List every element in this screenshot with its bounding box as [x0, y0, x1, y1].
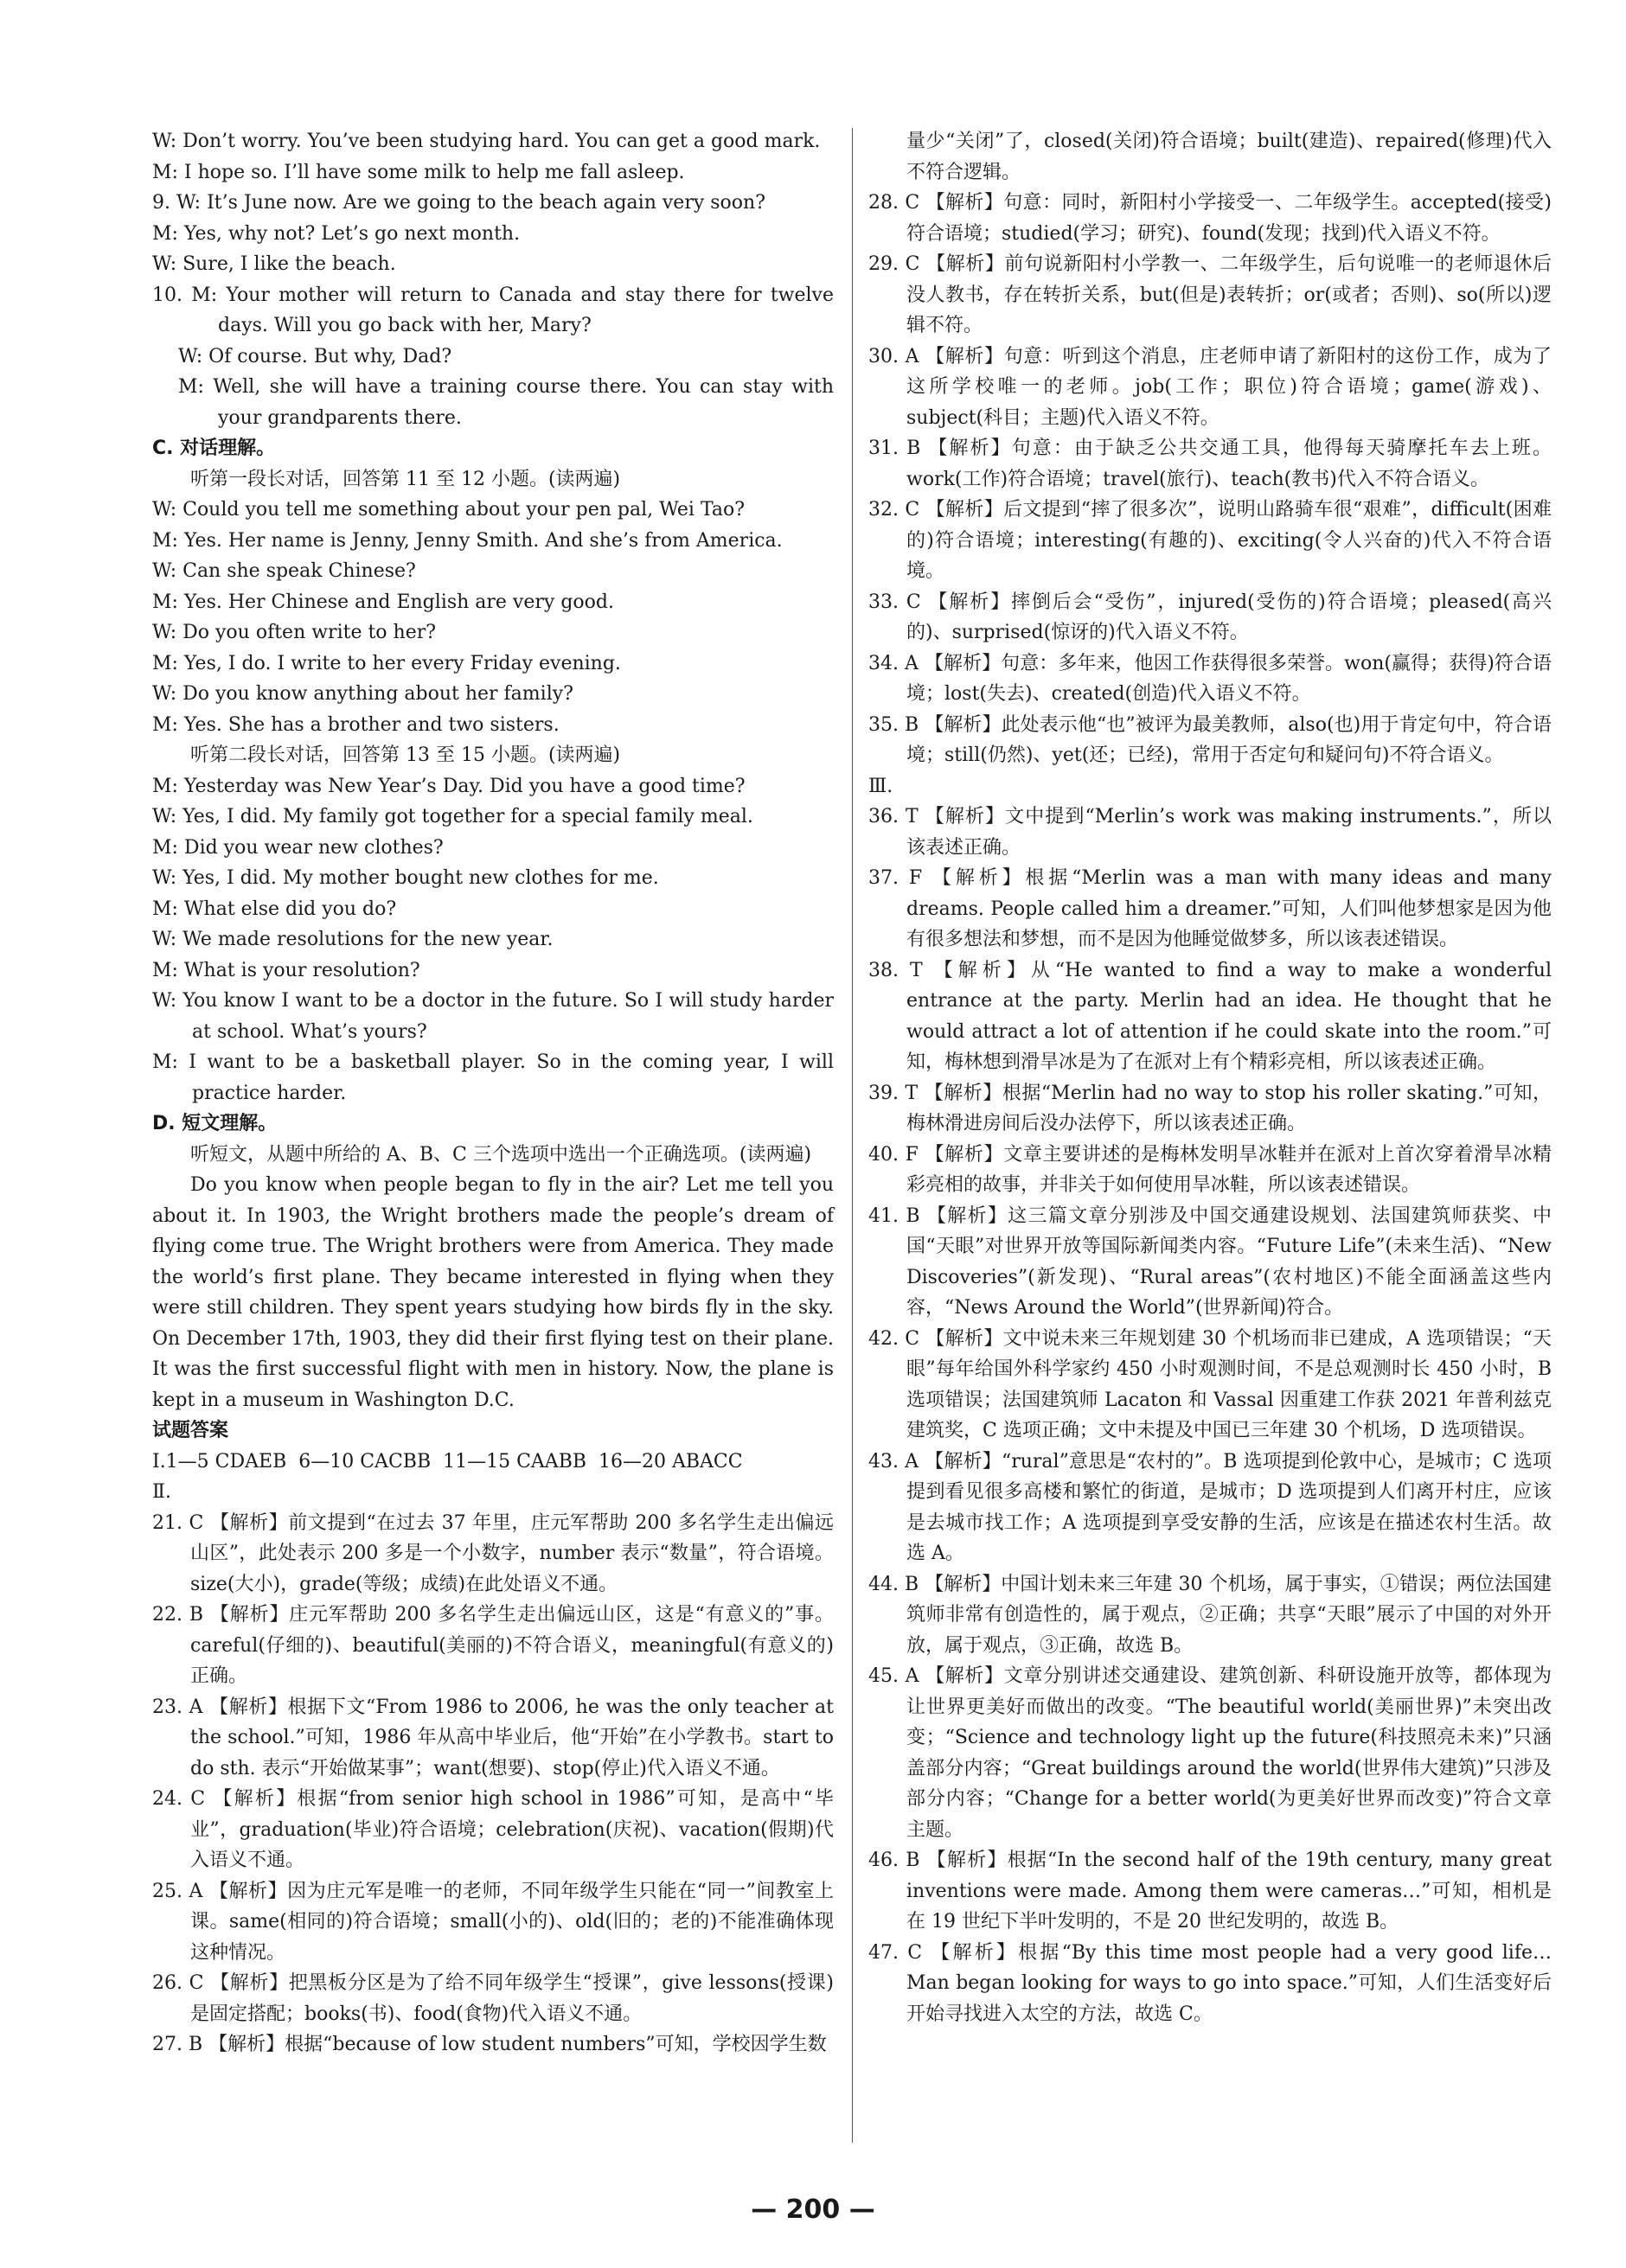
section-c-title: C. 对话理解。: [152, 438, 276, 459]
dialog-line: W: Yes, I did. My mother bought new clothes for me.: [152, 867, 659, 889]
dialog-line: M: Yes. Her Chinese and English are very good.: [152, 591, 614, 613]
section-ii-label: Ⅱ.: [152, 1481, 171, 1503]
dialog-line: W: Could you tell me something about your pen pal, Wei Tao?: [152, 499, 746, 521]
answer-item: 39. T 【解析】根据“Merlin had no way to stop his roller skating.”可知，梅林滑进房间后没办法停下，所以该表述正确。: [868, 1082, 1552, 1134]
dialog-line: M: Yes, I do. I write to her every Friday evening.: [152, 652, 621, 674]
dialog-line: 10. M: Your mother will return to Canada and stay there for twelve days. Will you go back with her, Mary?: [152, 284, 840, 336]
answer-item: 36. T 【解析】文中提到“Merlin’s work was making instruments.”，所以该表述正确。: [868, 806, 1552, 859]
dialog-line: M: I want to be a basketball player. So in the coming year, I will practice harder.: [152, 1051, 840, 1104]
answer-item: 21. C 【解析】前文提到“在过去 37 年里，庄元军帮助 200 多名学生走出偏远山区”，此处表示 200 多是一个小数字，number 表示“数量”，符合语境。size(大小)，grade(等级；成绩)在此处语义不通。: [152, 1511, 834, 1595]
right-column: [868, 126, 1558, 2029]
answer-item-continued: 量少“关闭”了，closed(关闭)符合语境；built(建造)、repaired(修理)代入不符合逻辑。: [906, 131, 1552, 183]
answer-item: 43. A 【解析】“rural”意思是“农村的”。B 选项提到伦敦中心，是城市；C 选项提到看见很多高楼和繁忙的街道，是城市；D 选项提到人们离开村庄，应该是去城市找工作；A 选项提到享受安静的生活，应该是在描述农村生活。故选 A。: [868, 1450, 1552, 1564]
page-number: — 200 —: [751, 2195, 875, 2225]
answer-item: 44. B 【解析】中国计划未来三年建 30 个机场，属于事实，①错误；两位法国建筑师非常有创造性的，属于观点，②正确；共享“天眼”展示了中国的对外开放，属于观点，③正确，故选 B。: [868, 1573, 1552, 1657]
answer-item: 28. C 【解析】句意：同时，新阳村小学接受一、二年级学生。accepted(接受)符合语境；studied(学习；研究)、found(发现；找到)代入语义不符。: [868, 192, 1552, 245]
answer-item: 37. F 【解析】根据“Merlin was a man with many ideas and many dreams. People called him a dreamer.”可知，人们叫他梦想家是因为他有很多想法和梦想，而不是因为他睡觉做梦多，所以该表述错误。: [868, 867, 1558, 950]
listening-passage: Do you know when people began to fly in the air? Let me tell you about it. In 1903, the Wright brothers made the people’s dream of flying come true. The Wright brothers were from America. They made the world’s first plane. They became interested in flying when they were still children. They spent years studying how birds fly in the sky. On December 17th, 1903, they did their first flying test on their plane. It was the first successful flight with men in history. Now, the plane is kept in a museum in Washington D.C.: [152, 1174, 840, 1411]
dialog-line: M: Did you wear new clothes?: [152, 836, 444, 859]
answer-item: 27. B 【解析】根据“because of low student numbers”可知，学校因学生数: [152, 2034, 827, 2055]
answer-item: 35. B 【解析】此处表示他“也”被评为最美教师，also(也)用于肯定句中，符合语境；still(仍然)、yet(还；已经)，常用于否定句和疑问句)不符合语义。: [868, 713, 1552, 766]
dialog-line: M: Yes, why not? Let’s go next month.: [152, 222, 521, 245]
section-d-title: D. 短文理解。: [152, 1113, 278, 1134]
dialog-line: W: Do you know anything about her family?: [152, 683, 573, 705]
dialog-line: M: Yesterday was New Year’s Day. Did you have a good time?: [152, 775, 746, 797]
dialog-line: M: Well, she will have a training course there. You can stay with your grandparents there.: [178, 376, 840, 429]
dialog-line: M: Yes. She has a brother and two sisters.: [152, 713, 560, 736]
section-instruction: 听第一段长对话，回答第 11 至 12 小题。(读两遍): [190, 468, 621, 490]
section-instruction: 听短文，从题中所给的 A、B、C 三个选项中选出一个正确选项。(读两遍): [190, 1143, 812, 1166]
dialog-line: M: I hope so. I’ll have some milk to help me fall asleep.: [152, 161, 685, 183]
answer-item: 29. C 【解析】前句说新阳村小学教一、二年级学生，后句说唯一的老师退休后没人教书，存在转折关系，but(但是)表转折；or(或者；否则)、so(所以)逻辑不符。: [868, 253, 1552, 336]
answer-item: 40. F 【解析】文章主要讲述的是梅林发明旱冰鞋并在派对上首次穿着滑旱冰精彩亮相的故事，并非关于如何使用旱冰鞋，所以该表述错误。: [868, 1143, 1552, 1196]
section-iii-label: Ⅲ.: [868, 775, 893, 797]
answer-item: 33. C 【解析】摔倒后会“受伤”，injured(受伤的)符合语境；pleased(高兴的)、surprised(惊讶的)代入语义不符。: [868, 591, 1552, 643]
answer-item: 41. B 【解析】这三篇文章分别涉及中国交通建设规划、法国建筑师获奖、中国“天眼”对世界开放等国际新闻类内容。“Future Life”(未来生活)、“New Discoveries”(新发现)、“Rural areas”(农村地区)不能全面涵盖这些内容，“News Around the World”(世界新闻)符合。: [868, 1204, 1558, 1319]
dialog-line: W: Can she speak Chinese?: [152, 560, 416, 582]
dialog-line: W: We made resolutions for the new year.: [152, 929, 554, 950]
section-instruction: 听第二段长对话，回答第 13 至 15 小题。(读两遍): [190, 744, 621, 766]
left-column: [152, 126, 840, 2060]
dialog-line: 9. W: It’s June now. Are we going to the beach again very soon?: [152, 192, 766, 214]
answer-item: 26. C 【解析】把黑板分区是为了给不同年级学生“授课”，give lessons(授课)是固定搭配；books(书)、food(食物)代入语义不通。: [152, 1972, 834, 2025]
answer-item: 47. C 【解析】根据“By this time most people had a very good life… Man began looking for ways to go into space.”可知，人们生活变好后开始寻找进入太空的方法，故选 C。: [868, 1941, 1558, 2025]
answer-item: 34. A 【解析】句意：多年来，他因工作获得很多荣誉。won(赢得；获得)符合语境；lost(失去)、created(创造)代入语义不符。: [868, 652, 1552, 705]
dialog-line: M: What is your resolution?: [152, 959, 420, 981]
dialog-line: W: Of course. But why, Dad?: [178, 345, 452, 367]
dialog-line: M: What else did you do?: [152, 898, 397, 920]
answer-item: 23. A 【解析】根据下文“From 1986 to 2006, he was the only teacher at the school.”可知，1986 年从高中毕业后，他“开始”在小学教书。start to do sth. 表示“开始做某事”；want(想要)、stop(停止)代入语义不通。: [152, 1696, 840, 1779]
answer-item: 30. A 【解析】句意：听到这个消息，庄老师申请了新阳村的这份工作，成为了这所学校唯一的老师。job(工作；职位)符合语境；game(游戏)、subject(科目；主题)代入语义不符。: [868, 345, 1552, 429]
answer-item: 22. B 【解析】庄元军帮助 200 多名学生走出偏远山区，这是“有意义的”事。careful(仔细的)、beautiful(美丽的)不符合语义，meaningful(有意义的)正确。: [152, 1604, 834, 1687]
dialog-line: W: Sure, I like the beach.: [152, 253, 396, 275]
answer-item: 46. B 【解析】根据“In the second half of the 19th century, many great inventions were made. Among them were cameras…”可知，相机是在 19 世纪下半叶发明的，不是 20 世纪发明的，故选 B。: [868, 1850, 1558, 1933]
answer-item: 31. B 【解析】句意：由于缺乏公共交通工具，他得每天骑摩托车去上班。work(工作)符合语境；travel(旅行)、teach(教书)代入不符合语义。: [868, 438, 1552, 490]
column-divider: [852, 128, 853, 2143]
dialog-line: W: Yes, I did. My family got together for a special family meal.: [152, 806, 753, 827]
answer-item: 32. C 【解析】后文提到“摔了很多次”，说明山路骑车很“艰难”，difficult(困难的)符合语境；interesting(有趣的)、exciting(令人兴奋的)代入不符合语境。: [868, 499, 1552, 582]
dialog-line: W: Don’t worry. You’ve been studying hard. You can get a good mark.: [152, 131, 821, 152]
answer-item: 25. A 【解析】因为庄元军是唯一的老师，不同年级学生只能在“同一”间教室上课。same(相同的)符合语境；small(小的)、old(旧的；老的)不能准确体现这种情况。: [152, 1880, 834, 1964]
dialog-line: M: Yes. Her name is Jenny, Jenny Smith. And she’s from America.: [152, 529, 783, 552]
answers-title: 试题答案: [152, 1420, 229, 1441]
answer-item: 45. A 【解析】文章分别讲述交通建设、建筑创新、科研设施开放等，都体现为让世界更美好而做出的改变。“The beautiful world(美丽世界)”未突出改变；“Science and technology light up the future(科技照亮未来)”只涵盖部分内容；“Great buildings around the world(世界伟大建筑)”只涉及部分内容；“Change for a better world(为更美好世界而改变)”符合文章主题。: [868, 1665, 1552, 1841]
answer-item: 42. C 【解析】文中说未来三年规划建 30 个机场而非已建成，A 选项错误；“天眼”每年给国外科学家约 450 小时观测时间，不是总观测时长 450 小时，B 选项错误；法国建筑师 Lacaton 和 Vassal 因重建工作获 2021 年普利兹克建筑奖，C 选项正确；文中未提及中国已三年建 30 个机场，D 选项错误。: [868, 1327, 1558, 1441]
answer-item: 38. T 【解析】从“He wanted to find a way to make a wonderful entrance at the party. Merlin had an idea. He thought that he would attract a lot of attention if he could skate into the room.”可知，梅林想到滑旱冰是为了在派对上有个精彩亮相，所以该表述正确。: [868, 959, 1558, 1073]
dialog-line: W: You know I want to be a doctor in the future. So I will study harder at school. What’s yours?: [152, 990, 840, 1043]
dialog-line: W: Do you often write to her?: [152, 622, 437, 643]
answer-item: 24. C 【解析】根据“from senior high school in 1986”可知，是高中“毕业”，graduation(毕业)符合语境；celebration(庆祝)、vacation(假期)代入语义不通。: [152, 1788, 834, 1871]
answers-row: Ⅰ.1—5 CDAEB 6—10 CACBB 11—15 CAABB 16—20 ABACC: [152, 1450, 743, 1473]
